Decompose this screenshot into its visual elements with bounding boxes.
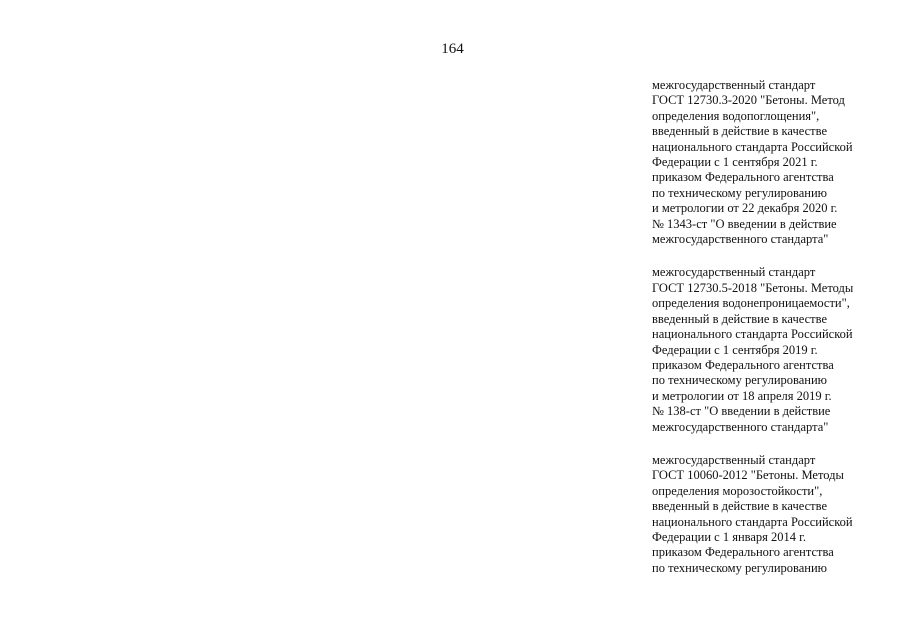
text-line: и метрологии от 22 декабря 2020 г.	[652, 201, 838, 216]
document-text	[652, 78, 902, 594]
text-line: определения морозостойкости",	[652, 483, 823, 498]
text-line: межгосударственный стандарт	[652, 452, 816, 467]
text-line: межгосударственного стандарта"	[652, 232, 829, 247]
text-line: № 1343-ст "О введении в действие	[652, 216, 837, 231]
standard-entry-3	[652, 453, 902, 576]
text-line: национального стандарта Российской	[652, 514, 853, 529]
standard-entry-1	[652, 78, 902, 247]
standard-entry-2	[652, 265, 902, 434]
text-line: Федерации с 1 января 2014 г.	[652, 529, 807, 544]
text-line: ГОСТ 12730.5-2018 "Бетоны. Методы	[652, 280, 854, 295]
text-line: по техническому регулированию	[652, 185, 828, 200]
text-line: национального стандарта Российской	[652, 327, 853, 342]
text-line: введенный в действие в качестве	[652, 499, 828, 514]
text-line: национального стандарта Российской	[652, 139, 853, 154]
text-line: № 138-ст "О введении в действие	[652, 404, 831, 419]
text-line: определения водопоглощения",	[652, 108, 820, 123]
text-line: введенный в действие в качестве	[652, 311, 828, 326]
text-line: Федерации с 1 сентября 2021 г.	[652, 155, 818, 170]
text-line: ГОСТ 10060-2012 "Бетоны. Методы	[652, 468, 844, 483]
text-line: приказом Федерального агентства	[652, 545, 834, 560]
text-line: межгосударственный стандарт	[652, 265, 816, 280]
text-line: межгосударственный стандарт	[652, 78, 816, 92]
text-line: по техническому регулированию	[652, 373, 828, 388]
page-number: 164	[441, 41, 464, 57]
text-line: введенный в действие в качестве	[652, 124, 828, 139]
text-line: определения водонепроницаемости",	[652, 296, 850, 311]
text-line: и метрологии от 18 апреля 2019 г.	[652, 388, 832, 403]
text-line: межгосударственного стандарта"	[652, 419, 829, 434]
text-line: приказом Федерального агентства	[652, 170, 834, 185]
text-line: приказом Федерального агентства	[652, 357, 834, 372]
text-line: Федерации с 1 сентября 2019 г.	[652, 342, 818, 357]
text-line: ГОСТ 12730.3-2020 "Бетоны. Метод	[652, 93, 845, 108]
text-line: по техническому регулированию	[652, 560, 828, 575]
